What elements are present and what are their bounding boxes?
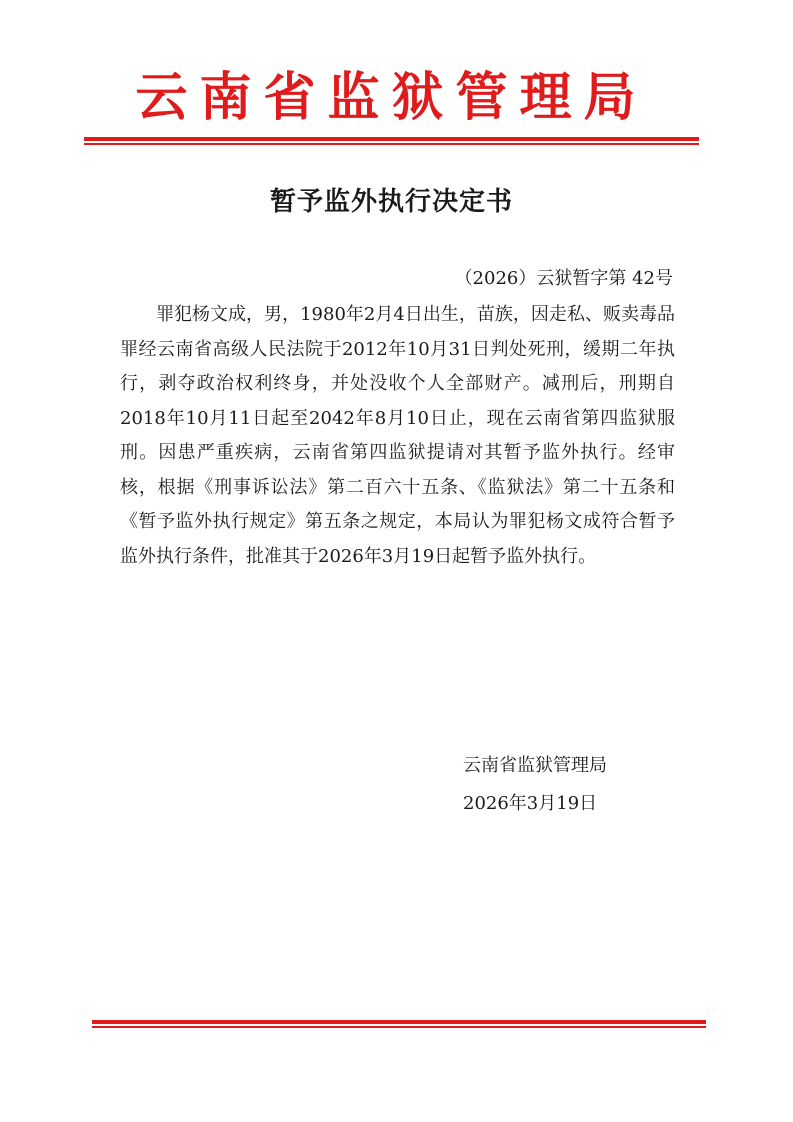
document-body: 罪犯杨文成，男，1980年2月4日出生，苗族，因走私、贩卖毒品罪经云南省高级人民法院于2012年10月31日判处死刑，缓期二年执行，剥夺政治权利终身，并处没收个人全部财产。减刑后，刑期自2018年10月11日起至2042年8月10日止，现在云南省第四监狱服刑。因患严重疾病，云南省第四监狱提请对其暂予监外执行。经审核，根据《刑事诉讼法》第二百六十五条、《监狱法》第二十五条和《暂予监外执行规定》第五条之规定，本局认为罪犯杨文成符合暂予监外执行条件，批准其于2026年3月19日起暂予监外执行。: [120, 304, 675, 567]
footer-divider: [92, 1020, 706, 1028]
agency-header-title: 云南省监狱管理局: [135, 67, 648, 128]
issuer-name: 云南省监狱管理局: [463, 755, 607, 776]
document-number: （2026）云狱暂字第 42号: [454, 268, 673, 289]
header-divider: [84, 137, 699, 145]
document-title: 暂予监外执行决定书: [269, 187, 513, 217]
signature-block: [463, 747, 607, 823]
issue-date: 2026年3月19日: [463, 793, 598, 814]
